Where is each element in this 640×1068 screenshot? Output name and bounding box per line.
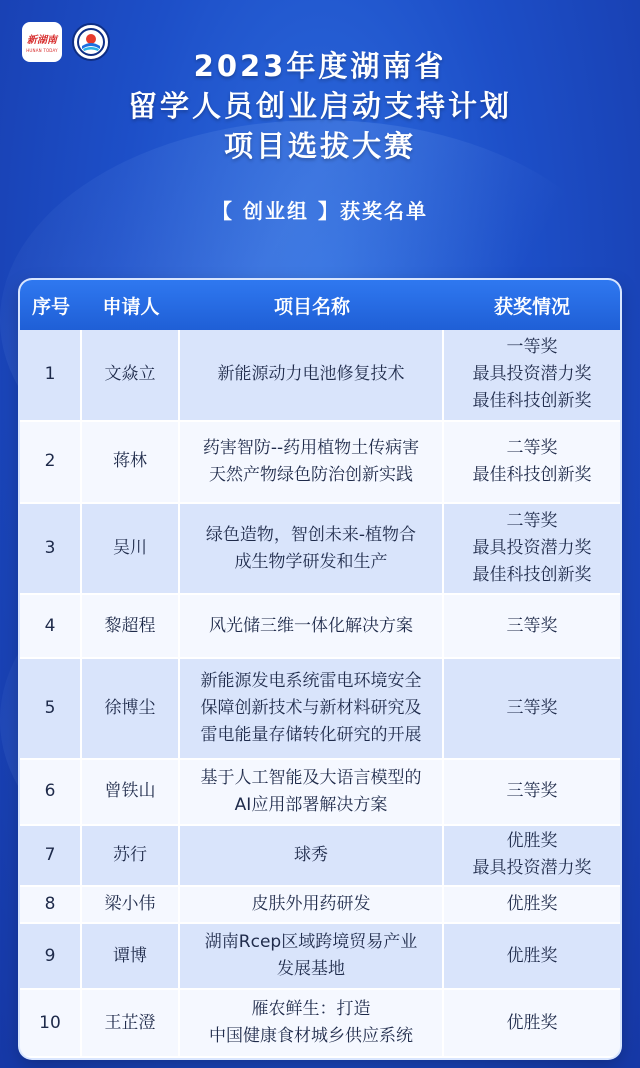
cell-award: 优胜奖 bbox=[444, 887, 620, 924]
cell-project: 药害智防--药用植物土传病害 天然产物绿色防治创新实践 bbox=[180, 422, 444, 504]
cell-award: 三等奖 bbox=[444, 760, 620, 826]
cell-award: 二等奖 最佳科技创新奖 bbox=[444, 422, 620, 504]
cell-name: 吴川 bbox=[82, 504, 180, 596]
header-award: 获奖情况 bbox=[444, 280, 620, 330]
cell-name: 曾铁山 bbox=[82, 760, 180, 826]
cell-no: 7 bbox=[20, 826, 82, 888]
table-row bbox=[20, 760, 620, 826]
table-row bbox=[20, 595, 620, 659]
cell-award: 二等奖 最具投资潜力奖 最佳科技创新奖 bbox=[444, 504, 620, 596]
award-table bbox=[20, 280, 620, 1058]
cell-award: 三等奖 bbox=[444, 595, 620, 659]
title-block bbox=[0, 46, 640, 166]
cell-name: 徐博尘 bbox=[82, 659, 180, 760]
cell-no: 2 bbox=[20, 422, 82, 504]
table-row bbox=[20, 504, 620, 596]
cell-name: 蒋林 bbox=[82, 422, 180, 504]
header-applicant: 申请人 bbox=[82, 280, 180, 330]
cell-no: 8 bbox=[20, 887, 82, 924]
cell-award: 优胜奖 bbox=[444, 990, 620, 1058]
table-header-row bbox=[20, 280, 620, 330]
table-row bbox=[20, 330, 620, 422]
table-row bbox=[20, 659, 620, 760]
cell-no: 6 bbox=[20, 760, 82, 826]
title-line: 2023年度湖南省 bbox=[193, 49, 447, 83]
cell-name: 谭博 bbox=[82, 924, 180, 990]
cell-project: 湖南Rcep区域跨境贸易产业 发展基地 bbox=[180, 924, 444, 990]
cell-project: 基于人工智能及大语言模型的 AI应用部署解决方案 bbox=[180, 760, 444, 826]
cell-name: 黎超程 bbox=[82, 595, 180, 659]
logo-text: 新湖南 bbox=[27, 35, 57, 46]
cell-no: 1 bbox=[20, 330, 82, 422]
cell-project: 皮肤外用药研发 bbox=[180, 887, 444, 924]
cell-no: 3 bbox=[20, 504, 82, 596]
table-row bbox=[20, 887, 620, 924]
cell-no: 5 bbox=[20, 659, 82, 760]
cell-award: 优胜奖 bbox=[444, 924, 620, 990]
header-no: 序号 bbox=[20, 280, 82, 330]
cell-name: 梁小伟 bbox=[82, 887, 180, 924]
table-row bbox=[20, 924, 620, 990]
cell-project: 风光储三维一体化解决方案 bbox=[180, 595, 444, 659]
cell-name: 文焱立 bbox=[82, 330, 180, 422]
cell-no: 10 bbox=[20, 990, 82, 1058]
cell-award: 三等奖 bbox=[444, 659, 620, 760]
table-row bbox=[20, 826, 620, 888]
subtitle: 【 创业组 】获奖名单 bbox=[212, 199, 428, 223]
cell-no: 4 bbox=[20, 595, 82, 659]
cell-award: 一等奖 最具投资潜力奖 最佳科技创新奖 bbox=[444, 330, 620, 422]
cell-project: 新能源发电系统雷电环境安全 保障创新技术与新材料研究及 雷电能量存储转化研究的开展 bbox=[180, 659, 444, 760]
cell-no: 9 bbox=[20, 924, 82, 990]
results-card bbox=[20, 280, 620, 1058]
title-line: 留学人员创业启动支持计划 bbox=[127, 89, 512, 123]
cell-project: 雁农鲜生：打造 中国健康食材城乡供应系统 bbox=[180, 990, 444, 1058]
cell-name: 苏行 bbox=[82, 826, 180, 888]
cell-project: 新能源动力电池修复技术 bbox=[180, 330, 444, 422]
title-line: 项目选拔大赛 bbox=[223, 129, 416, 163]
cell-name: 王芷澄 bbox=[82, 990, 180, 1058]
header-project: 项目名称 bbox=[180, 280, 444, 330]
cell-project: 绿色造物，智创未来-植物合 成生物学研发和生产 bbox=[180, 504, 444, 596]
cell-award: 优胜奖 最具投资潜力奖 bbox=[444, 826, 620, 888]
table-row bbox=[20, 990, 620, 1058]
table-row bbox=[20, 422, 620, 504]
logo-caption: HUNAN TODAY bbox=[26, 48, 58, 53]
cell-project: 球秀 bbox=[180, 826, 444, 888]
